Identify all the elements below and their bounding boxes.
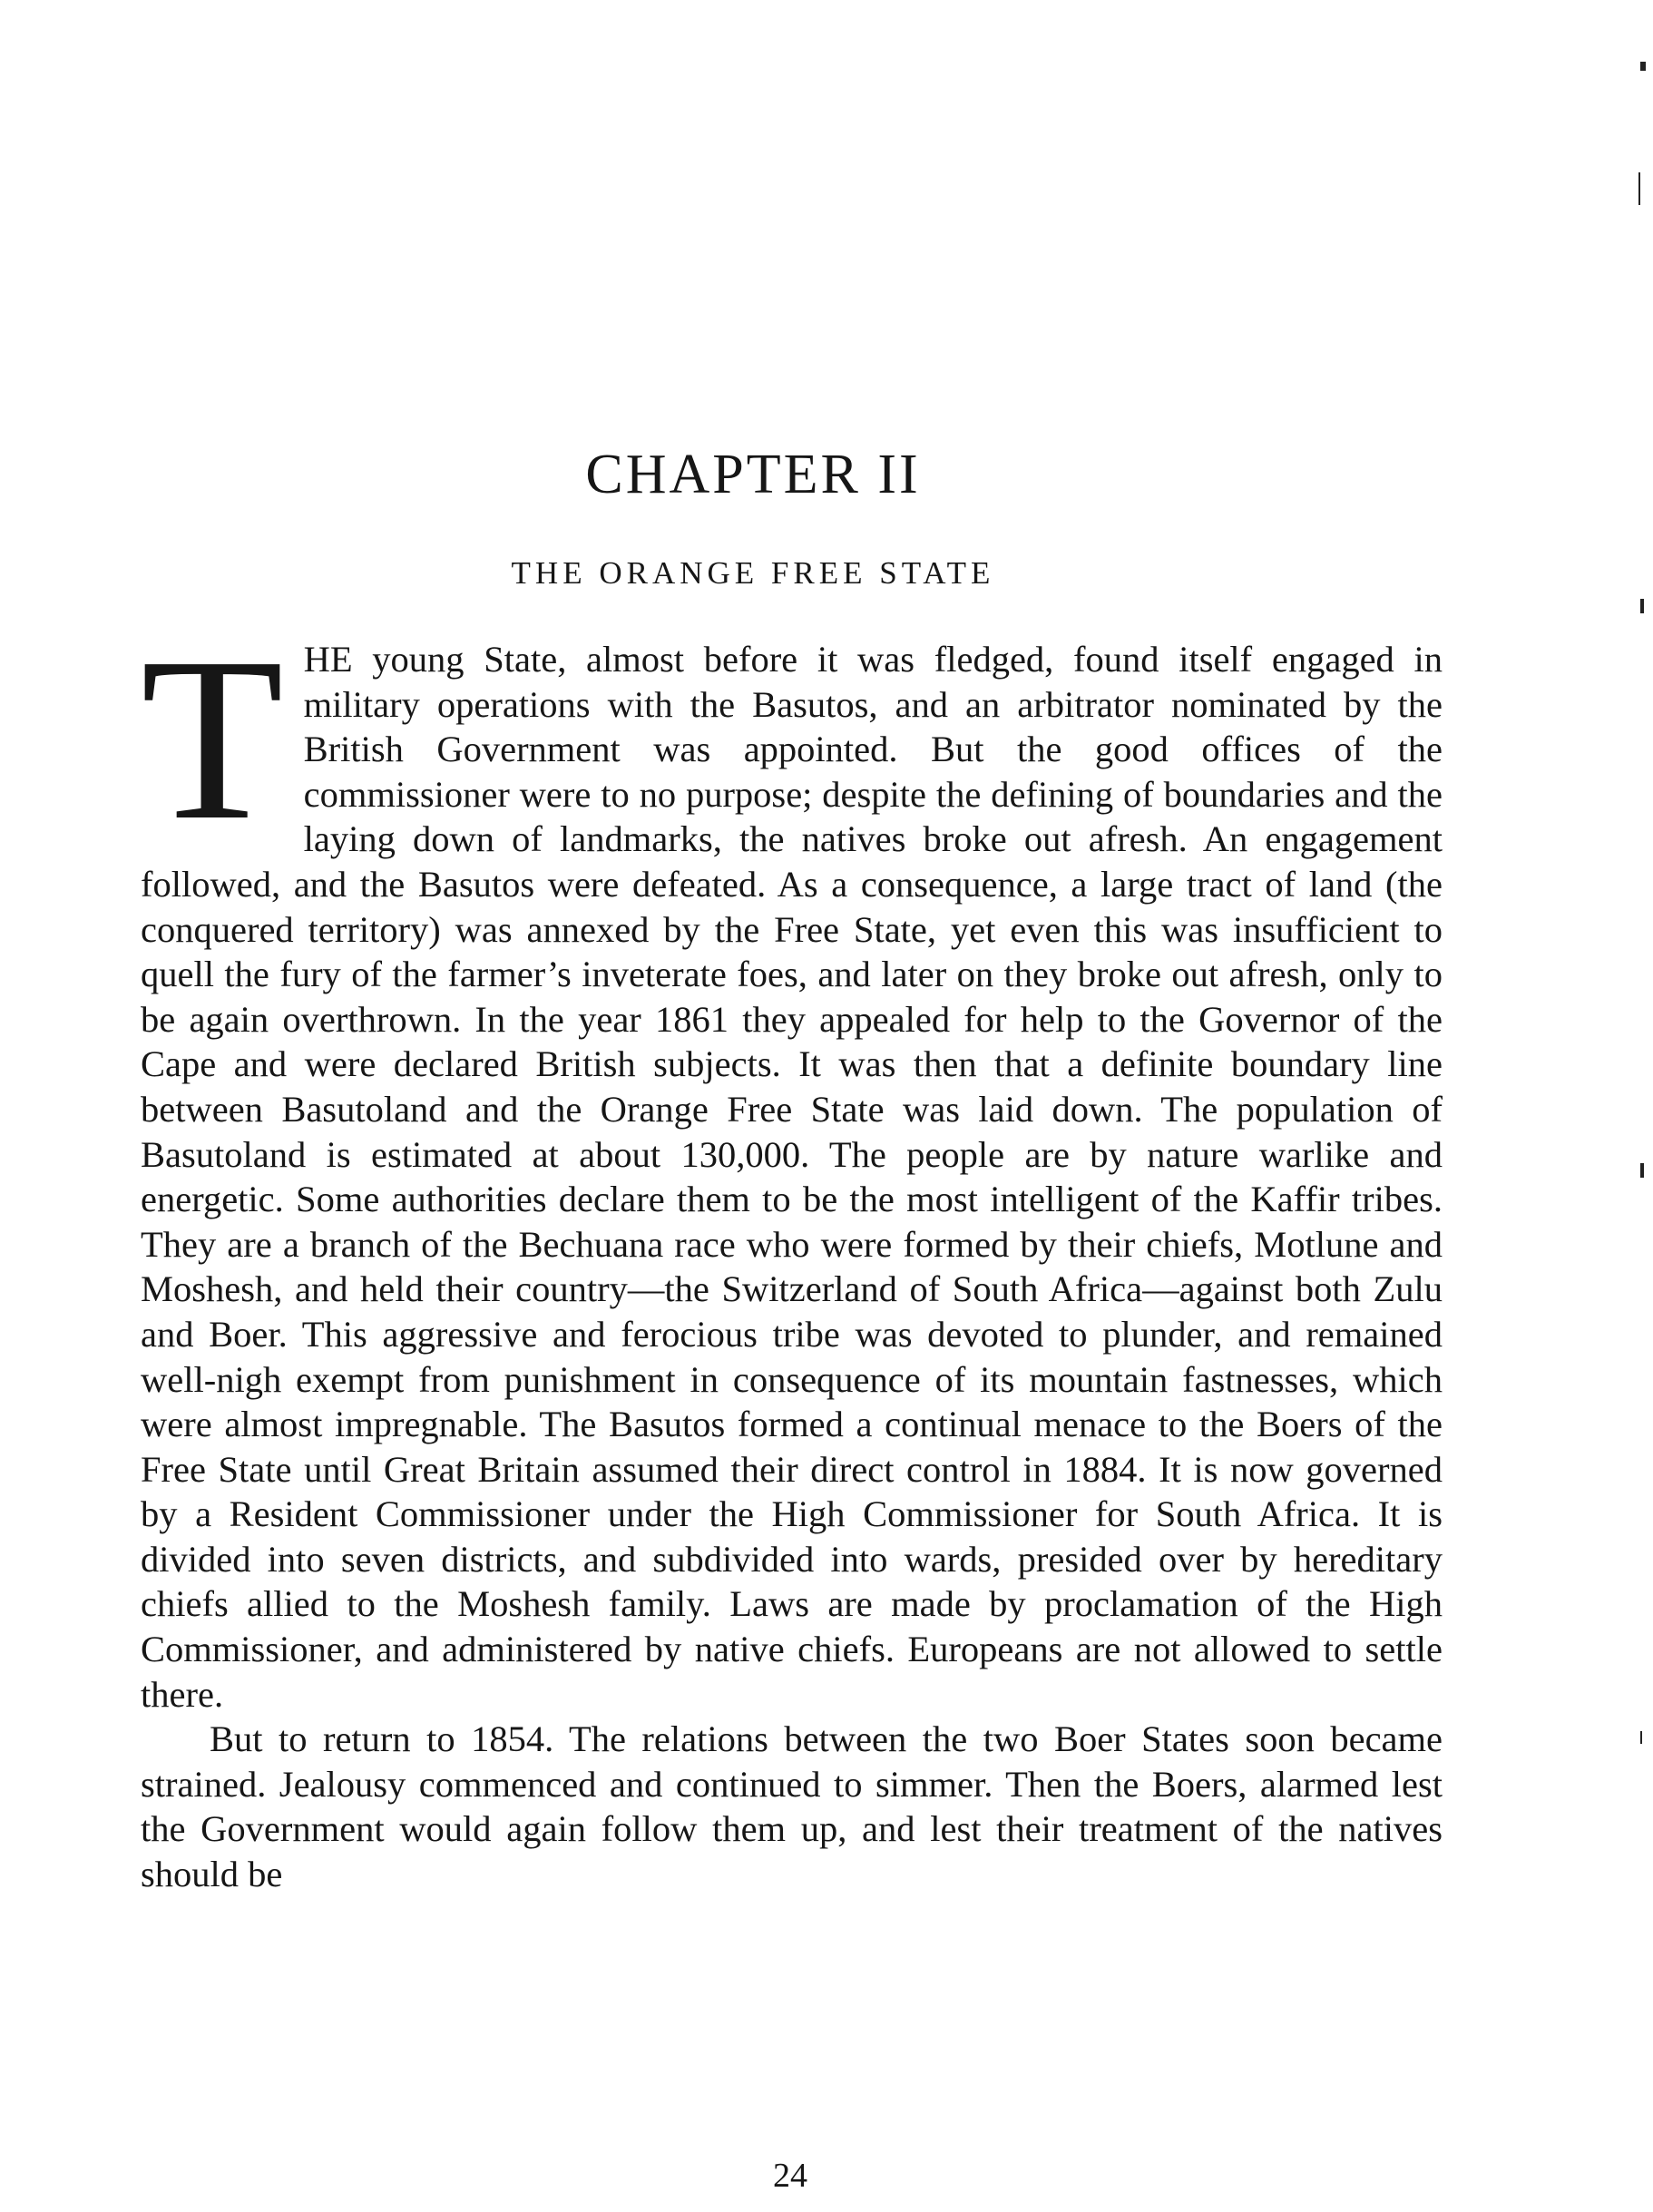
chapter-title: CHAPTER II bbox=[585, 444, 921, 505]
paragraph-2-text: But to return to 1854. The relations between the two Boer States soon became strained. Jealousy commenced and continued to simmer. Then the Boers, alarmed lest the Government would again follow them up, and lest their treatment of the natives should be bbox=[141, 1718, 1443, 1895]
paragraph-2 bbox=[141, 1717, 1443, 1896]
scan-mark-3 bbox=[1640, 599, 1644, 613]
paragraph-1 bbox=[141, 609, 1443, 1717]
chapter-subtitle: THE ORANGE FREE STATE bbox=[511, 555, 995, 591]
scan-mark-1 bbox=[1640, 62, 1646, 71]
scan-mark-5 bbox=[1640, 1731, 1642, 1744]
scan-mark-2 bbox=[1638, 172, 1640, 205]
drop-cap: T bbox=[141, 609, 284, 868]
paragraph-1-text: HE young State, almost before it was fledged, found itself engaged in military operations with the Basutos, and an arbitrator nominated by the British Government was appointed. But the good offices of the commissioner were to no purpose; despite the defining of boundaries and the laying down of landmarks, the natives broke out afresh. An engagement followed, and the Basutos were defeated. As a consequence, a large tract of land (the conquered territory) was annexed by the Free State, yet even this was insufficient to quell the fury of the farmer’s inveterate foes, and later on they broke out afresh, only to be again overthrown. In the year 1861 they appealed for help to the Governor of the Cape and were declared British subjects. It was then that a definite boundary line between Basutoland and the Orange Free State was laid down. The population of Basutoland is estimated at about 130,000. The people are by nature warlike and energetic. Some authorities declare them to be the most intelligent of the Kaffir tribes. They are a branch of the Bechuana race who were formed by their chiefs, Motlune and Moshesh, and held their country—the Switzerland of South Africa—against both Zulu and Boer. This aggressive and ferocious tribe was devoted to plunder, and remained well-nigh exempt from punishment in consequence of its mountain fastnesses, which were almost impregnable. The Basutos formed a continual menace to the Boers of the Free State until Great Britain assumed their direct control in 1884. It is now governed by a Resident Commissioner under the High Commissioner for South Africa. It is divided into seven districts, and subdivided into wards, presided over by hereditary chiefs allied to the Moshesh family. Laws are made by proclamation of the High Commissioner, and administered by native chiefs. Europeans are not allowed to settle there. bbox=[141, 639, 1443, 1715]
chapter-body bbox=[141, 609, 1443, 1897]
scan-mark-4 bbox=[1640, 1163, 1644, 1178]
page-number: 24 bbox=[773, 2157, 807, 2195]
